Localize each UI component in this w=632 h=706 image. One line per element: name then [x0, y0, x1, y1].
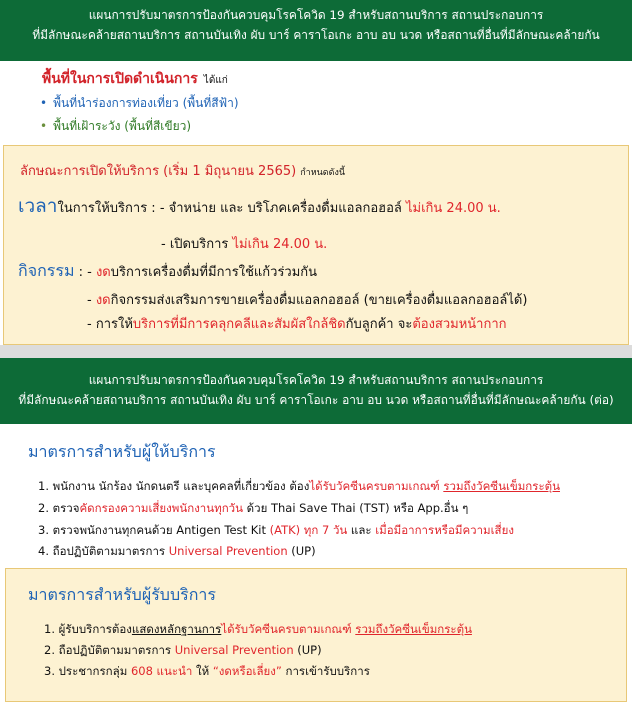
- header-line-2: ที่มีลักษณะคล้ายสถานบริการ สถานบันเทิง ผับ บาร์ คาราโอเกะ อาบ อบ นวด หรือสถานที่อื่นที่มีลักษณะคล้ายกัน (ต่อ): [18, 393, 614, 407]
- provider-item-4: 4. ถือปฏิบัติตามมาตรการ Universal Prevention (UP): [38, 544, 316, 558]
- receiver-measures-box: [5, 568, 627, 702]
- activity-row-1: กิจกรรม : - งดบริการเครื่องดื่มที่มีการใช้แก้วร่วมกัน: [18, 261, 318, 280]
- bullet-icon: •: [40, 96, 48, 110]
- header-banner: [0, 0, 632, 61]
- header-banner-continued: [0, 358, 632, 424]
- provider-measures-title: มาตรการสำหรับผู้ให้บริการ: [28, 442, 216, 461]
- activity-row-3: - การให้บริการที่มีการคลุกคลีและสัมผัสใกล้ชิดกับลูกค้า จะต้องสวมหน้ากาก: [87, 317, 507, 332]
- operating-areas-section: [7, 61, 629, 141]
- operating-areas-title: พื้นที่ในการเปิดดำเนินการ ได้แก่: [42, 71, 228, 87]
- receiver-measures-title: มาตรการสำหรับผู้รับบริการ: [28, 585, 216, 604]
- header-line-1: แผนการปรับมาตรการป้องกันควบคุมโรคโควิด 19 สำหรับสถานบริการ สถานประกอบการ: [88, 373, 544, 387]
- activity-row-2: - งดกิจกรรมส่งเสริมการขายเครื่องดื่มแอลกอฮอล์ (ขายเครื่องดื่มแอลกอฮอล์ได้): [87, 293, 528, 308]
- receiver-item-2: 2. ถือปฏิบัติตามมาตรการ Universal Prevention (UP): [44, 643, 322, 657]
- opening-title: ลักษณะการเปิดให้บริการ (เริ่ม 1 มิถุนายน 2565) กำหนดดังนี้: [20, 164, 346, 179]
- area-item-green: • พื้นที่เฝ้าระวัง (พื้นที่สีเขียว): [40, 119, 192, 133]
- time-row-alcohol: เวลาในการให้บริการ : - จำหน่าย และ บริโภคเครื่องดื่มแอลกอฮอล์ ไม่เกิน 24.00 น.: [18, 195, 501, 217]
- area-item-blue: • พื้นที่นำร่องการท่องเที่ยว (พื้นที่สีฟ้า): [40, 96, 239, 110]
- bullet-icon: •: [40, 119, 48, 133]
- provider-item-3: 3. ตรวจพนักงานทุกคนด้วย Antigen Test Kit (ATK) ทุก 7 วัน และ เมื่อมีอาการหรือมีความเสี่ยง: [38, 523, 514, 537]
- header-line-2: ที่มีลักษณะคล้ายสถานบริการ สถานบันเทิง ผับ บาร์ คาราโอเกะ อาบ อบ นวด หรือสถานที่อื่นที่มีลักษณะคล้ายกัน: [32, 28, 600, 42]
- opening-conditions-box: [3, 145, 629, 345]
- header-line-1: แผนการปรับมาตรการป้องกันควบคุมโรคโควิด 19 สำหรับสถานบริการ สถานประกอบการ: [88, 8, 544, 22]
- receiver-item-3: 3. ประชากรกลุ่ม 608 แนะนำ ให้ “งดหรือเลี่ยง” การเข้ารับบริการ: [44, 664, 370, 678]
- time-row-open: - เปิดบริการ ไม่เกิน 24.00 น.: [161, 237, 328, 252]
- provider-item-2: 2. ตรวจคัดกรองความเสี่ยงพนักงานทุกวัน ด้วย Thai Save Thai (TST) หรือ App.อื่น ๆ: [38, 501, 469, 515]
- receiver-item-1: 1. ผู้รับบริการต้องแสดงหลักฐานการได้รับวัคซีนครบตามเกณฑ์ รวมถึงวัคซีนเข็มกระตุ้น: [44, 622, 472, 636]
- provider-item-1: 1. พนักงาน นักร้อง นักดนตรี และบุคคลที่เกี่ยวข้อง ต้องได้รับวัคซีนครบตามเกณฑ์ รวมถึงวัคซีนเข็มกระตุ้น: [38, 479, 560, 493]
